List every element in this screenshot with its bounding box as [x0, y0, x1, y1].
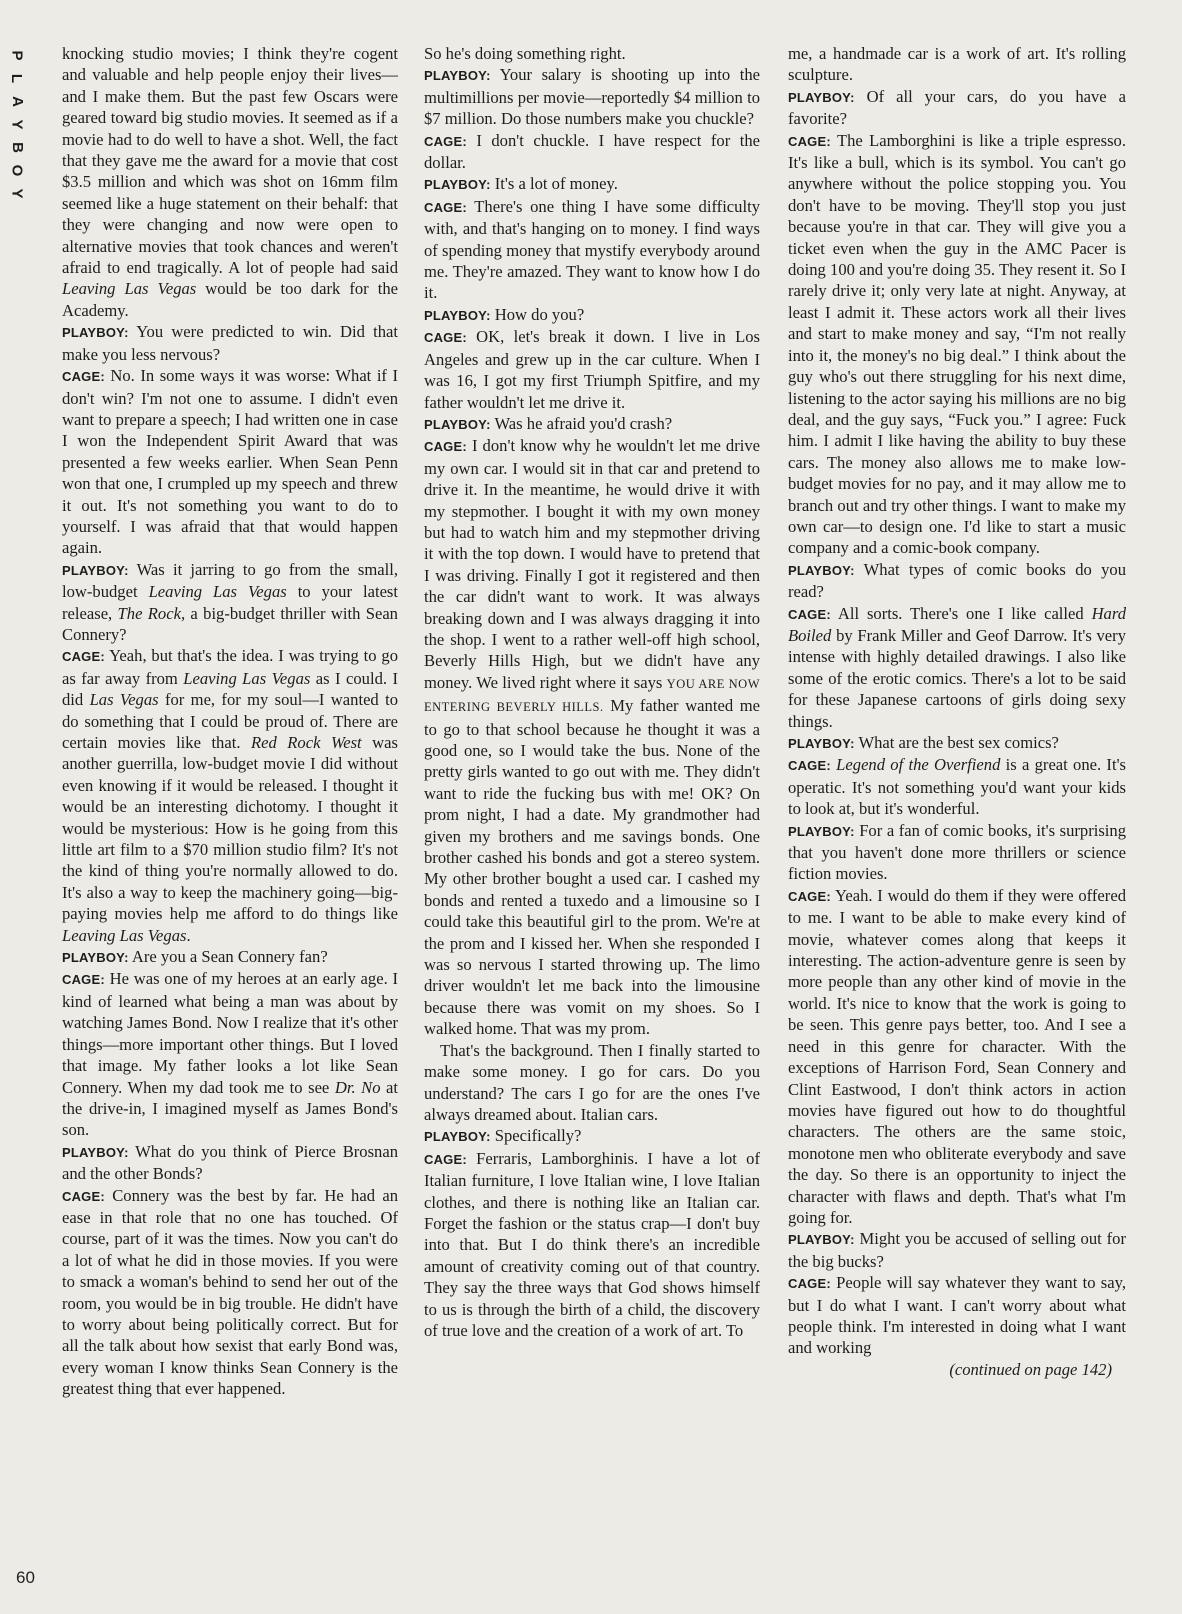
speaker-label: CAGE:: [788, 758, 831, 774]
speaker-label: CAGE:: [788, 888, 831, 904]
paragraph: knocking studio movies; I think they're cogent and valuable and help people enjoy their lives—and I make them. But the past few Oscars were geared toward big studio movies. It seemed as if a movie had to do well to have a shot. Well, the fact that they gave me the award for a movie that cost $3.5 million and which was shot on 16mm film seemed like a huge statement on their behalf: that they were changing and now were open to alternative movies that took chances and weren't afraid to end tragically. A lot of people had said Leaving Las Vegas would be too dark for the Academy.: [62, 44, 398, 320]
speaker-label: PLAYBOY:: [424, 1129, 491, 1145]
paragraph: CAGE: There's one thing I have some difficulty with, and that's hanging on to money. I find ways of spending money that mystify everybody around me. They're amazed. They want to know how I do it.: [424, 196, 760, 303]
paragraph: me, a handmade car is a work of art. It's rolling sculpture.: [788, 44, 1126, 85]
paragraph: PLAYBOY: It's a lot of money.: [424, 174, 618, 194]
continued-on-page-note: (continued on page 142): [949, 1359, 1112, 1379]
speaker-label: CAGE:: [424, 199, 467, 215]
article-column-2: [424, 43, 760, 1341]
paragraph: PLAYBOY: Was it jarring to go from the small, low-budget Leaving Las Vegas to your latest release, The Rock, a big-budget thriller with Sean Connery?: [62, 559, 398, 644]
paragraph: PLAYBOY: Was he afraid you'd crash?: [424, 413, 673, 433]
speaker-label: CAGE:: [424, 439, 467, 455]
speaker-label: PLAYBOY:: [788, 823, 855, 839]
paragraph: PLAYBOY: Your salary is shooting up into the multimillions per movie—reportedly $4 million to $7 million. Do those numbers make you chuckle?: [424, 65, 760, 129]
speaker-label: PLAYBOY:: [62, 1144, 129, 1160]
speaker-label: CAGE:: [62, 1188, 105, 1204]
paragraph: CAGE: All sorts. There's one I like called Hard Boiled by Frank Miller and Geof Darrow. It's very intense with highly detailed drawings. I also like some of the erotic comics. There's a lot to be said for these Japanese cartoons of girls doing sexy things.: [788, 603, 1126, 731]
speaker-label: CAGE:: [788, 606, 831, 622]
paragraph: That's the background. Then I finally started to make some money. I go for cars. Do you understand? The cars I go for are the ones I've always dreamed about. Italian cars.: [424, 1040, 760, 1124]
logo-letter: Y: [8, 188, 26, 199]
speaker-label: PLAYBOY:: [424, 68, 491, 84]
magazine-side-logo: [4, 44, 30, 205]
speaker-label: PLAYBOY:: [788, 1232, 855, 1248]
speaker-label: CAGE:: [62, 649, 105, 665]
paragraph: CAGE: Ferraris, Lamborghinis. I have a lot of Italian furniture, I love Italian wine, I love Italian clothes, and there is nothing like an Italian car. Forget the fashion or the status crap—I don't buy into that. But I do think there's an incredible amount of creativity coming out of that country. They say the three ways that God shows himself to us is through the birth of a child, the discovery of true love and the creation of a work of art. To: [424, 1148, 760, 1340]
logo-letter: L: [8, 73, 26, 84]
speaker-label: PLAYBOY:: [424, 416, 491, 432]
paragraph: CAGE: People will say whatever they want to say, but I do what I want. I can't worry about what people think. I'm interested in doing what I want and working: [788, 1273, 1126, 1358]
page-number: 60: [16, 1568, 35, 1587]
speaker-label: CAGE:: [424, 330, 467, 346]
speaker-label: PLAYBOY:: [788, 562, 855, 578]
speaker-label: PLAYBOY:: [788, 736, 855, 751]
paragraph: CAGE: Legend of the Overfiend is a great one. It's operatic. It's not something you'd want your kids to look at, but it's wonderful.: [788, 755, 1127, 819]
paragraph: PLAYBOY: Are you a Sean Connery fan?: [62, 947, 328, 967]
logo-letter: B: [8, 142, 26, 153]
paragraph: CAGE: Connery was the best by far. He had an ease in that role that no one has touched. Of course, part of it was the times. Now you can't do a lot of what he did in those movies. If you were to smack a woman's behind to send her out of the room, you would be in big trouble. He didn't have to worry about being politically correct. But for all the talk about how sexist that early Bond was, every woman I know thinks Sean Connery is the greatest thing that ever happened.: [62, 1185, 398, 1399]
logo-letter: O: [8, 164, 26, 177]
paragraph: PLAYBOY: Might you be accused of selling out for the big bucks?: [788, 1229, 1126, 1271]
paragraph: PLAYBOY: Of all your cars, do you have a favorite?: [788, 86, 1126, 129]
paragraph: PLAYBOY: For a fan of comic books, it's surprising that you haven't done more thrillers or science fiction movies.: [788, 820, 1126, 884]
speaker-label: CAGE:: [62, 972, 105, 988]
logo-letter: A: [8, 96, 26, 107]
article-column-3: [788, 43, 1126, 1380]
speaker-label: PLAYBOY:: [62, 950, 129, 966]
speaker-label: CAGE:: [424, 1151, 467, 1167]
paragraph: CAGE: Yeah, but that's the idea. I was trying to go as far away from Leaving Las Vegas as I could. I did Las Vegas for me, for my soul—I wanted to do something that I could be proud of. There are certain movies like that. Red Rock West was another guerrilla, low-budget movie I did without even knowing if it would be released. I thought it would be an interesting dichotomy. I thought it would be mysterious: How is he going from this little art film to a $70 million studio film? It's not the kind of thing you're normally allowed to do. It's also a way to keep the machinery going—big-paying movies help me afford to do things like Leaving Las Vegas.: [62, 646, 398, 945]
paragraph: CAGE: No. In some ways it was worse: What if I don't win? I'm not one to assume. I didn't even want to prepare a speech; I had written one in case I won the Independent Spirit Award that was presented a few weeks earlier. When Sean Penn won that one, I crumpled up my speech and threw it out. It's not something you want to do to yourself. I was afraid that that would happen again.: [62, 366, 398, 558]
paragraph: PLAYBOY: What types of comic books do you read?: [788, 559, 1126, 602]
logo-letter: P: [8, 50, 26, 61]
paragraph: CAGE: OK, let's break it down. I live in Los Angeles and grew up in the car culture. When I was 16, I got my first Triumph Spitfire, and my father wouldn't let me drive it.: [424, 327, 760, 412]
speaker-label: PLAYBOY:: [424, 177, 491, 193]
small-caps-sign-text: YOU ARE NOW ENTERING BEVERLY HILLS.: [424, 676, 760, 715]
speaker-label: PLAYBOY:: [788, 89, 855, 105]
speaker-label: CAGE:: [788, 1276, 831, 1292]
article-column-1: [62, 43, 398, 1400]
paragraph: PLAYBOY: How do you?: [424, 304, 585, 324]
speaker-label: CAGE:: [424, 133, 467, 149]
paragraph: CAGE: I don't know why he wouldn't let me drive my own car. I would sit in that car and pretend to drive it. In the meantime, he would drive it with my stepmother. I bought it with my own money but had to watch him and my stepmother driving it with the top down. I would have to pretend that I was driving. Finally I got it registered and then the car didn't want to work. It was always breaking down and I was always dragging it into the shop. I went to a rather well-off high school, Beverly Hills High, but we didn't have any money. We lived right where it says YOU ARE NOW ENTERING BEVERLY HILLS. My father wanted me to go to that school because he thought it was a good one, so I would take the bus. None of the pretty girls wanted to go out with me. They didn't want to ride the fucking bus with me! OK? On prom night, I had a date. My grandmother had given my brothers and me savings bonds. One brother cashed his bonds and got a stereo system. My other brother bought a used car. I cashed my bonds and rented a tuxedo and a limousine so I could take this beautiful girl to the prom. We're at the prom and I kissed her. When she responded I was so nervous I started throwing up. The limo driver wouldn't let me back into the limousine because there was vomit on my shoes. So I walked home. That was my prom.: [424, 436, 760, 1039]
speaker-label: CAGE:: [62, 369, 105, 385]
paragraph: CAGE: I don't chuckle. I have respect for the dollar.: [424, 130, 760, 173]
paragraph: PLAYBOY: You were predicted to win. Did that make you less nervous?: [62, 322, 398, 364]
paragraph: CAGE: He was one of my heroes at an early age. I kind of learned what being a man was about by watching James Bond. Now I realize that it's other things—more important other things. But I loved that image. My father looks a lot like Sean Connery. When my dad took me to see Dr. No at the drive-in, I imagined myself as James Bond's son.: [62, 969, 399, 1140]
paragraph: CAGE: The Lamborghini is like a triple espresso. It's like a bull, which is its symbol. You can't go anywhere without the police stopping you. You don't have to be moving. They'll stop you just because you're in that car. They will give you a ticket even when the guy in the AMC Pacer is doing 100 and you're doing 35. They resent it. So I rarely drive it; only very late at night. Anyway, at least I admit it. These actors work all their lives and start to make money and say, “I'm not really into it, the money's no big deal.” I think about the guy who's out there struggling for his next dime, listening to the actor saying his millions are no big deal, and the guy says, “Fuck you.” I agree: Fuck him. I admit I like having the ability to buy these cars. The money also allows me to make low-budget movies for no pay, and it may allow me to branch out and try other things. I want to make my own car—to design one. I'd like to start a music company and a comic-book company.: [788, 130, 1126, 558]
paragraph: PLAYBOY: What do you think of Pierce Brosnan and the other Bonds?: [62, 1141, 398, 1184]
logo-letter: Y: [8, 119, 26, 130]
paragraph: So he's doing something right.: [424, 44, 626, 63]
paragraph: CAGE: Yeah. I would do them if they were offered to me. I want to be able to make every kind of movie, whatever comes along that keeps it interesting. The action-adventure genre is seen by more people than any other kind of movie in the world. It's nice to know that the work is going to be seen. This genre pays better, too. And I see a need in this genre for character. With the exceptions of Harrison Ford, Sean Connery and Clint Eastwood, I don't think actors in action movies have figured out how to do thoughtful characters. The others are the same stoic, monotone men who obliterate everybody and save the day. So there is an opportunity to inject the character with flaws and depth. That's what I'm going for.: [788, 885, 1126, 1227]
paragraph: PLAYBOY: What are the best sex comics?: [788, 733, 1059, 752]
speaker-label: PLAYBOY:: [62, 325, 129, 341]
speaker-label: PLAYBOY:: [424, 307, 491, 323]
speaker-label: PLAYBOY:: [62, 562, 129, 578]
paragraph: PLAYBOY: Specifically?: [424, 1126, 582, 1146]
speaker-label: CAGE:: [788, 133, 831, 149]
